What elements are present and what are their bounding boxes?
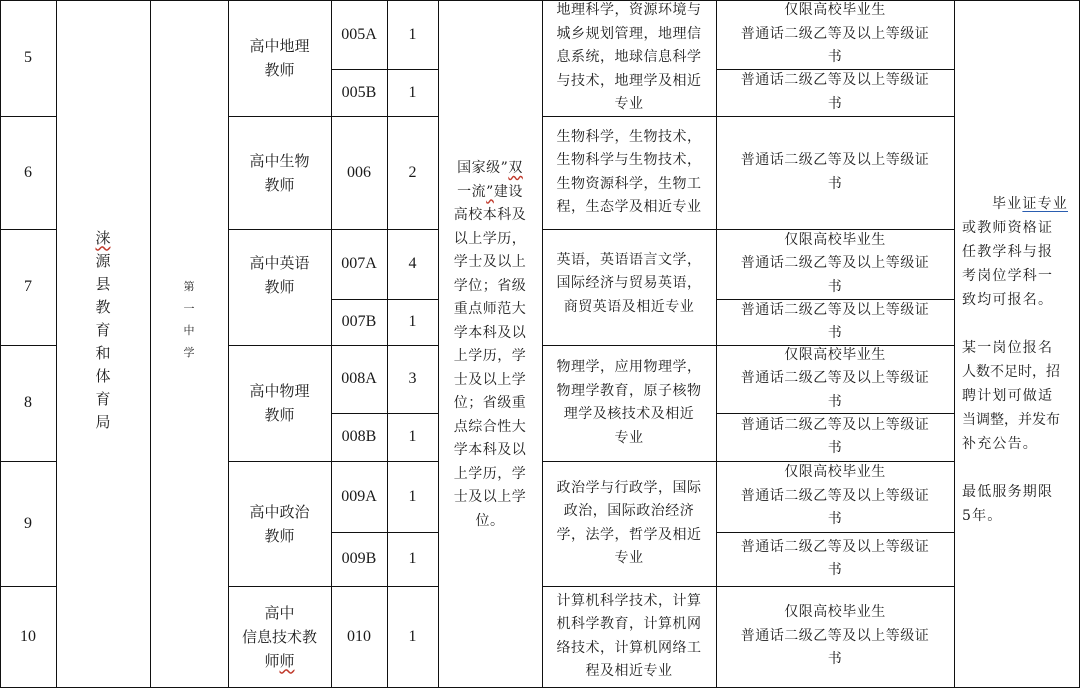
major-line: 物理学，应用物理学， xyxy=(556,359,702,375)
position-name: 信息技术教 xyxy=(241,627,317,646)
hire-count: 3 xyxy=(408,370,417,387)
position-name: 教师 xyxy=(264,526,295,545)
other-requirement xyxy=(716,69,954,116)
position-name: 教师 xyxy=(264,175,295,194)
education-line: 重点师范大 xyxy=(453,301,527,317)
education-line: 国家级”双 xyxy=(457,160,523,176)
note-line: 致均可报名。 xyxy=(962,292,1054,308)
hire-count: 1 xyxy=(408,487,417,505)
req-line: 仅限高校毕业生 xyxy=(784,2,886,19)
major-line: 络技术，计算机网络工 xyxy=(556,639,702,656)
req-line: 普通话二级乙等及以上等级证 xyxy=(740,255,930,272)
row-number: 5 xyxy=(24,49,32,66)
major-cell xyxy=(542,345,716,461)
education-line: 位。 xyxy=(475,512,505,529)
req-line: 普通话二级乙等及以上等级证 xyxy=(740,370,930,387)
education-line: 上学历，学 xyxy=(453,348,527,364)
position-name: 教师 xyxy=(264,278,295,296)
req-line: 书 xyxy=(827,511,843,528)
school-cell xyxy=(150,260,228,380)
req-line: 书 xyxy=(827,440,843,456)
note-line: 或教师资格证 xyxy=(962,220,1054,236)
hire-count: 1 xyxy=(408,627,417,645)
position-name: 高中地理 xyxy=(249,37,310,55)
major-line: 计算机科学技术，计算 xyxy=(556,592,702,609)
row-number: 7 xyxy=(24,278,32,295)
education-line: 学位；省级 xyxy=(453,277,527,294)
major-line: 机科学教育，计算机网 xyxy=(556,616,702,632)
note-spacer xyxy=(962,456,1074,480)
department-char: 县 xyxy=(95,274,111,293)
col-divider xyxy=(954,0,955,688)
position-cell xyxy=(228,0,331,116)
major-cell xyxy=(542,116,716,229)
other-requirement xyxy=(716,116,954,229)
major-line: 英语，英语语言文学， xyxy=(556,251,702,268)
major-line: 商贸英语及相近专业 xyxy=(563,298,695,315)
school-char: 一 xyxy=(183,302,195,315)
department-char: 局 xyxy=(95,412,111,431)
other-requirement xyxy=(716,413,954,461)
major-line: 政治，国际政治经济 xyxy=(563,503,695,519)
major-line: 物理学教育，原子核物 xyxy=(556,382,702,399)
department-char: 和 xyxy=(95,343,111,362)
note-line: 聘计划可做适 xyxy=(962,388,1054,404)
position-cell xyxy=(228,229,331,345)
other-requirement xyxy=(716,532,954,586)
major-line: 政治学与行政学，国际 xyxy=(556,479,702,496)
row-number: 6 xyxy=(24,163,32,181)
row-number: 9 xyxy=(24,514,32,532)
education-line: 位；省级重 xyxy=(453,395,527,411)
position-cell xyxy=(228,461,331,586)
note-line: 补充公告。 xyxy=(962,436,1038,452)
req-line: 普通话二级乙等及以上等级证 xyxy=(740,538,930,555)
department-char: 育 xyxy=(95,389,111,408)
education-line: 学士及以上 xyxy=(453,254,527,270)
department-char: 教 xyxy=(95,297,111,316)
position-name: 高中英语 xyxy=(249,254,310,272)
req-line: 书 xyxy=(827,49,843,66)
education-line: 士及以上学 xyxy=(453,489,527,505)
major-cell xyxy=(542,586,716,687)
notes-cell xyxy=(962,192,1074,528)
position-code: 007A xyxy=(341,255,377,272)
major-line: 学，法学，哲学及相近 xyxy=(556,526,702,543)
hire-count: 1 xyxy=(408,25,417,43)
position-name: 教师 xyxy=(264,61,295,79)
note-line: 考岗位学科一 xyxy=(962,268,1054,284)
position-name: 高中生物 xyxy=(249,151,310,170)
req-line: 普通话二级乙等及以上等级证 xyxy=(740,25,930,42)
req-line: 普通话二级乙等及以上等级证 xyxy=(740,152,930,168)
other-requirement xyxy=(716,345,954,413)
hire-count: 4 xyxy=(408,255,417,272)
req-line: 普通话二级乙等及以上等级证 xyxy=(740,72,930,88)
hire-count: 2 xyxy=(408,163,417,181)
major-cell xyxy=(542,0,716,116)
other-requirement xyxy=(716,586,954,687)
school-char: 中 xyxy=(183,324,195,337)
position-name: 师师 xyxy=(264,651,295,670)
position-cell xyxy=(228,116,331,229)
major-cell xyxy=(542,229,716,345)
education-line: 士及以上学 xyxy=(453,371,527,388)
school-char: 学 xyxy=(183,346,195,359)
row-number: 10 xyxy=(20,627,36,645)
req-line: 仅限高校毕业生 xyxy=(784,604,886,621)
position-code: 008B xyxy=(341,428,377,445)
hire-count: 1 xyxy=(408,313,417,330)
position-cell xyxy=(228,586,331,687)
school-char: 第 xyxy=(183,280,195,293)
req-line: 书 xyxy=(827,562,843,578)
position-code: 007B xyxy=(341,313,377,330)
note-line: 人数不足时，招 xyxy=(962,364,1060,380)
req-line: 普通话二级乙等及以上等级证 xyxy=(740,487,930,504)
req-line: 书 xyxy=(827,325,843,341)
education-requirement xyxy=(438,155,542,535)
department-char: 育 xyxy=(95,320,111,339)
hire-count: 1 xyxy=(408,428,417,445)
position-code: 005A xyxy=(341,25,377,43)
position-name: 教师 xyxy=(264,406,295,424)
note-line: 最低服务期限 xyxy=(962,484,1054,500)
note-line: 任教学科与报 xyxy=(962,244,1054,260)
req-line: 普通话二级乙等及以上等级证 xyxy=(740,416,930,433)
note-line: 毕业证专业 xyxy=(991,196,1068,212)
req-line: 仅限高校毕业生 xyxy=(784,231,886,248)
req-line: 普通话二级乙等及以上等级证 xyxy=(740,627,930,644)
position-cell xyxy=(228,345,331,461)
position-code: 008A xyxy=(341,370,377,387)
row-number: 8 xyxy=(24,394,32,411)
note-line: 当调整，并发布 xyxy=(962,412,1060,428)
education-line: 学本科及以 xyxy=(453,324,527,341)
req-line: 书 xyxy=(827,393,843,410)
department-cell xyxy=(56,200,150,460)
department-char: 源 xyxy=(95,251,111,270)
major-line: 息系统，地球信息科学 xyxy=(556,49,702,66)
major-line: 地理科学，资源环境与 xyxy=(556,2,702,19)
education-line: 高校本科及 xyxy=(453,207,527,223)
education-line: 学本科及以 xyxy=(453,442,527,458)
position-name: 高中 xyxy=(264,603,295,622)
note-line: 某一岗位报名 xyxy=(962,340,1054,356)
other-requirement xyxy=(716,461,954,532)
education-line: 上学历，学 xyxy=(453,465,527,482)
major-line: 与技术，地理学及相近 xyxy=(556,72,702,89)
other-requirement xyxy=(716,299,954,345)
education-line: 以上学历， xyxy=(453,230,527,247)
position-code: 010 xyxy=(347,627,371,645)
position-code: 006 xyxy=(347,163,371,181)
major-line: 生物科学，生物技术， xyxy=(556,128,702,145)
note-line: 5年。 xyxy=(962,508,1003,524)
req-line: 书 xyxy=(827,175,843,192)
major-line: 生物科学与生物技术， xyxy=(556,152,702,168)
major-line: 专业 xyxy=(614,96,644,113)
major-line: 程及相近专业 xyxy=(585,663,673,679)
other-requirement xyxy=(716,0,954,69)
education-line: 点综合性大 xyxy=(453,418,527,435)
department-char: 体 xyxy=(95,366,111,385)
other-requirement xyxy=(716,229,954,299)
req-line: 普通话二级乙等及以上等级证 xyxy=(740,301,930,318)
major-cell xyxy=(542,461,716,586)
req-line: 仅限高校毕业生 xyxy=(784,346,886,363)
major-line: 专业 xyxy=(614,550,644,566)
position-code: 005B xyxy=(341,83,377,101)
req-line: 书 xyxy=(827,278,843,295)
position-name: 高中物理 xyxy=(249,382,310,400)
position-code: 009A xyxy=(341,487,377,505)
position-name: 高中政治 xyxy=(249,502,310,521)
education-line: 一流”建设 xyxy=(457,183,523,200)
major-line: 城乡规划管理，地理信 xyxy=(556,25,702,42)
major-line: 理学及核技术及相近 xyxy=(563,406,695,422)
position-code: 009B xyxy=(341,550,377,567)
req-line: 书 xyxy=(827,95,843,112)
hire-count: 1 xyxy=(408,550,417,567)
major-line: 生物资源科学，生物工 xyxy=(556,175,702,192)
department-char: 涞 xyxy=(95,228,111,247)
req-line: 书 xyxy=(827,651,843,668)
note-spacer xyxy=(962,312,1074,336)
major-line: 专业 xyxy=(614,429,644,446)
hire-count: 1 xyxy=(408,83,417,101)
major-line: 国际经济与贸易英语， xyxy=(556,275,702,292)
major-line: 程，生态学及相近专业 xyxy=(556,199,702,215)
req-line: 仅限高校毕业生 xyxy=(784,464,886,481)
